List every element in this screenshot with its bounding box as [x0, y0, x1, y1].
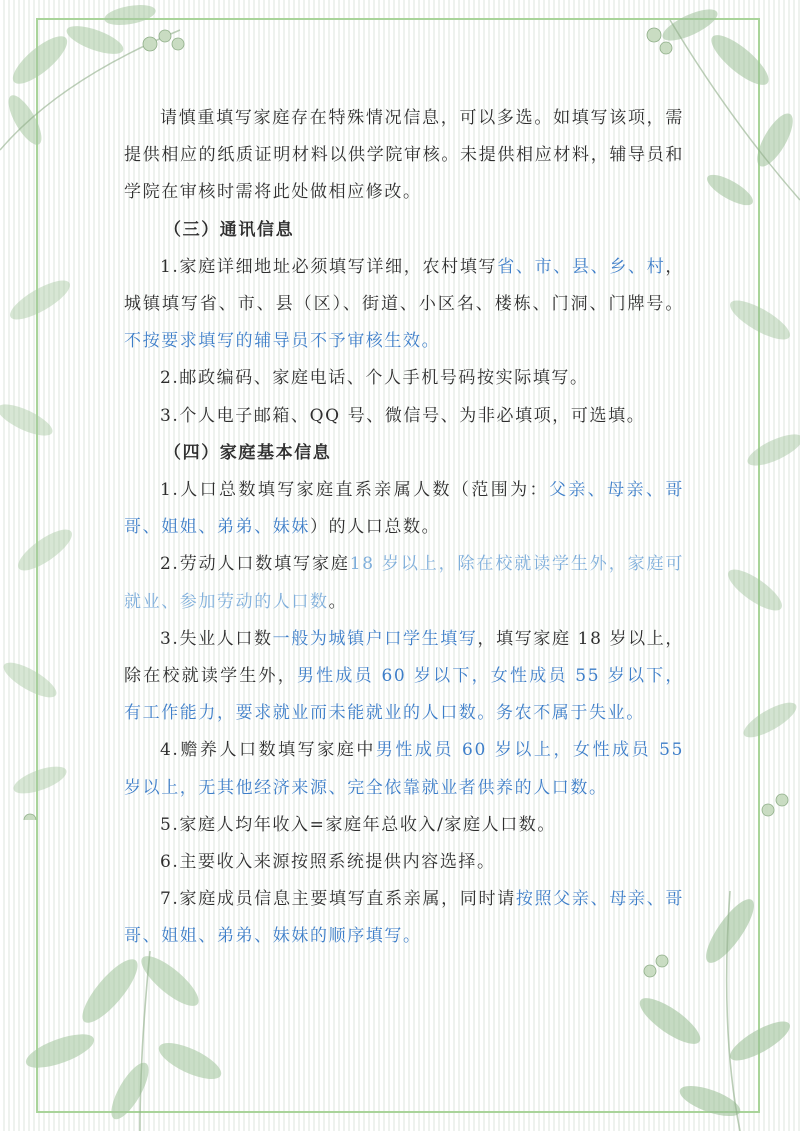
list-item-dependent-population: [124, 732, 684, 806]
item-text: 1.人口总数填写家庭直系亲属人数（范围为：: [160, 480, 549, 501]
list-item-labor-population: [124, 546, 684, 620]
list-item-postal-phone: 2.邮政编码、家庭电话、个人手机号码按实际填写。: [160, 368, 589, 389]
highlight-text: 父亲、母亲、哥哥、姐姐、弟弟、妹妹: [124, 480, 684, 538]
highlight-text: 不按要求填写的辅导员不予审核生效。: [124, 331, 441, 352]
list-item-total-population: [124, 472, 684, 546]
list-item-family-members: [124, 881, 684, 955]
item-text: ，城镇填写省、市、县（区）、街道、小区名、楼栋、门洞、门牌号。: [124, 256, 684, 315]
list-item-income-source: 6.主要收入来源按照系统提供内容选择。: [160, 852, 496, 873]
highlight-text: 按照父亲、母亲、哥哥、姐姐、弟弟、妹妹的顺序填写。: [124, 889, 684, 947]
item-text: 1.家庭详细地址必须填写详细，农村填写: [160, 256, 498, 277]
paragraph-special-circumstances: [124, 100, 684, 212]
item-text: 3.失业人口数: [160, 628, 273, 649]
item-text: ）的人口总数。: [310, 517, 441, 538]
document-body: [124, 100, 684, 956]
section-heading-communication: （三）通讯信息: [164, 219, 295, 240]
list-item-email-qq-wechat: 3.个人电子邮箱、QQ 号、微信号、为非必填项，可选填。: [160, 405, 646, 426]
section-heading-family-info: （四）家庭基本信息: [164, 442, 332, 463]
list-item-unemployed-population: [124, 621, 684, 733]
list-item-address: [124, 249, 684, 361]
highlight-text: 18 岁以上，除在校就读学生外，家庭可就业、参加劳动的人口数: [124, 554, 684, 612]
item-text: 2.劳动人口数填写家庭: [160, 554, 350, 575]
highlight-text: 一般为城镇户口学生填写: [272, 628, 478, 649]
paragraph-text: 请慎重填写家庭存在特殊情况信息，可以多选。如填写该项，需提供相应的纸质证明材料以供学院审核。未提供相应材料，辅导员和学院在审核时需将此处做相应修改。: [124, 108, 684, 203]
item-text: 4.赡养人口数填写家庭中: [160, 740, 376, 761]
item-text: 。: [328, 591, 348, 612]
highlight-text: 男性成员 60 岁以下，女性成员 55 岁以下，有工作能力，要求就业而未能就业的人口数。务农不属于失业。: [124, 666, 684, 724]
item-text: 7.家庭成员信息主要填写直系亲属，同时请: [160, 889, 516, 910]
item-text: ，填写家庭 18 岁以上，除在校就读学生外，: [124, 628, 685, 687]
highlight-text: 省、市、县、乡、村: [497, 256, 666, 277]
highlight-text: 男性成员 60 岁以上，女性成员 55 岁以上，无其他经济来源、完全依靠就业者供养的人口数。: [124, 740, 685, 798]
list-item-per-capita-income: 5.家庭人均年收入=家庭年总收入/家庭人口数。: [160, 814, 556, 835]
